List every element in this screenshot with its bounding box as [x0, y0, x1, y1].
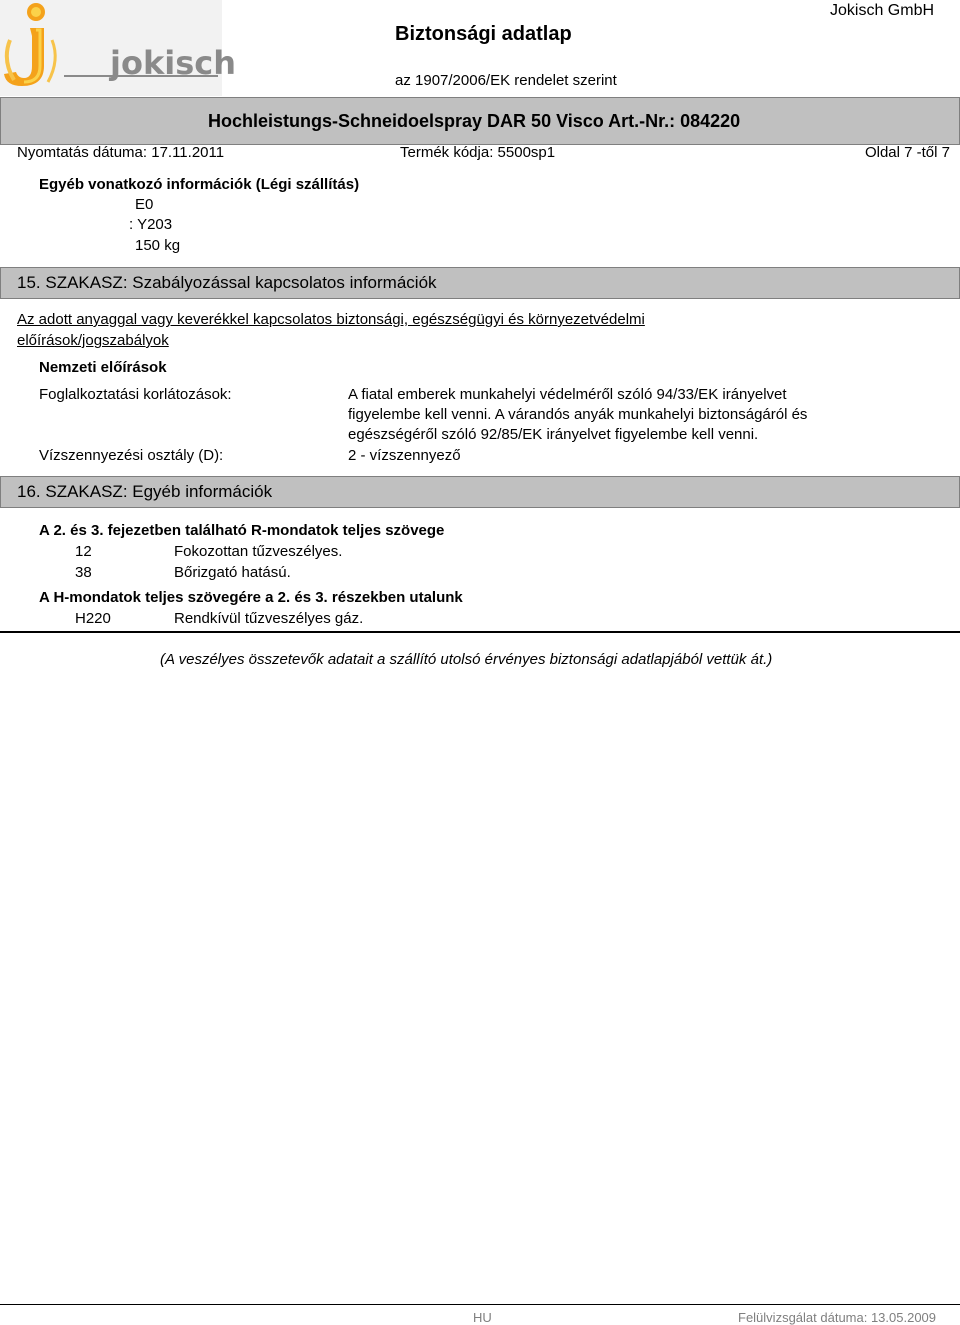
h-phrase-text: Rendkívül tűzveszélyes gáz. — [174, 610, 364, 627]
document-title: Biztonsági adatlap — [395, 23, 572, 45]
h-phrases-heading: A H-mondatok teljes szövegére a 2. és 3. részekben utalunk — [39, 589, 463, 606]
employment-restrictions-text: egészségéről szóló 92/85/EK irányelvet figyelembe kell venni. — [348, 426, 759, 443]
section-16-title: 16. SZAKASZ: Egyéb információk — [17, 482, 273, 501]
section-15-subheading: Az adott anyaggal vagy keverékkel kapcsolatos biztonsági, egészségügyi és környezetvédelmi — [17, 311, 645, 328]
footer-divider — [0, 1304, 960, 1305]
air-transport-heading: Egyéb vonatkozó információk (Légi szállítás) — [39, 176, 360, 193]
r-phrase-text: Fokozottan tűzveszélyes. — [174, 543, 343, 560]
source-note: (A veszélyes összetevők adatait a szállító utolsó érvényes biztonsági adatlapjából vettük át.) — [160, 651, 773, 668]
water-hazard-value: 2 - vízszennyező — [348, 447, 461, 464]
air-transport-line: 150 kg — [135, 237, 181, 254]
print-date: Nyomtatás dátuma: 17.11.2011 — [17, 144, 225, 161]
page-number: Oldal 7 -től 7 — [864, 144, 950, 161]
r-phrase-code: 38 — [75, 564, 92, 581]
company-logo — [0, 0, 236, 96]
h-phrase-code: H220 — [75, 610, 111, 627]
employment-restrictions-label: Foglalkoztatási korlátozások: — [39, 386, 232, 403]
air-transport-line: : Y203 — [129, 216, 173, 233]
divider — [0, 631, 960, 633]
company-name: Jokisch GmbH — [830, 2, 935, 19]
svg-text:jokisch: jokisch — [110, 44, 236, 82]
air-transport-line: E0 — [135, 196, 154, 213]
employment-restrictions-text: figyelembe kell venni. A várandós anyák munkahelyi biztonságáról és — [348, 406, 808, 423]
r-phrases-heading: A 2. és 3. fejezetben található R-mondatok teljes szövege — [39, 522, 445, 539]
product-code: Termék kódja: 5500sp1 — [400, 144, 556, 161]
national-regulations-heading: Nemzeti előírások — [39, 359, 167, 376]
r-phrase-code: 12 — [75, 543, 92, 560]
section-15-title: 15. SZAKASZ: Szabályozással kapcsolatos információk — [17, 273, 437, 292]
footer-language: HU — [473, 1310, 492, 1325]
r-phrase-text: Bőrizgató hatású. — [174, 564, 291, 581]
regulation-reference: az 1907/2006/EK rendelet szerint — [395, 72, 617, 89]
section-15-subheading-cont: előírások/jogszabályok — [17, 332, 169, 349]
employment-restrictions-text: A fiatal emberek munkahelyi védelméről szóló 94/33/EK irányelvet — [348, 386, 787, 403]
water-hazard-label: Vízszennyezési osztály (D): — [39, 447, 224, 464]
product-name: Hochleistungs-Schneidoelspray DAR 50 Visco Art.-Nr.: 084220 — [208, 111, 741, 131]
footer-revision-date: Felülvizsgálat dátuma: 13.05.2009 — [738, 1310, 937, 1325]
